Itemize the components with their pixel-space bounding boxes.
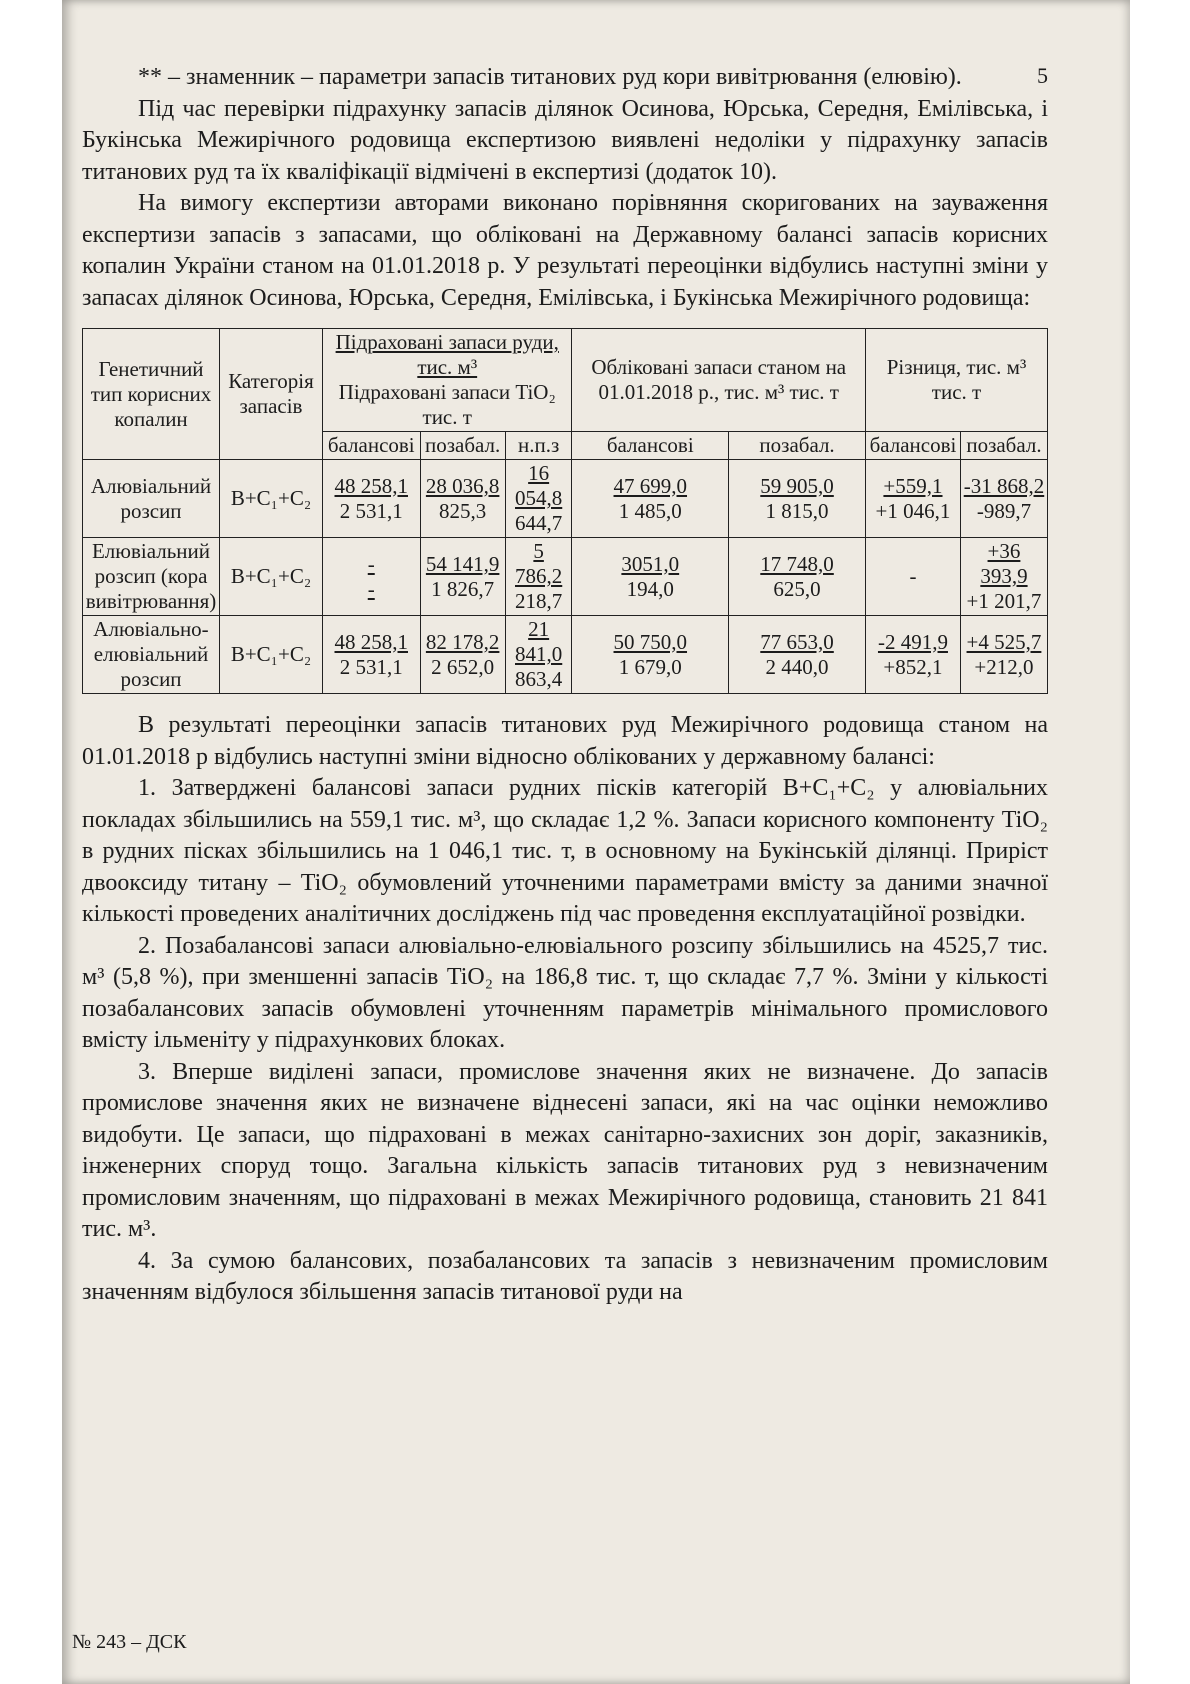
- header-genetic-type: Генетичний тип корисних копалин: [83, 329, 220, 460]
- paragraph-results: В результаті переоцінки запасів титанових руд Межирічного родовища станом на 01.01.2018 р відбулись наступні зміни відносно облікованих у державному балансі:: [82, 712, 1048, 770]
- subheader-offbalance-diff: позабал.: [960, 432, 1047, 460]
- row-type: Алювіальний розсип: [83, 460, 220, 538]
- table-row: [83, 616, 1048, 694]
- cell-acc-balance: 3051,0 194,0: [572, 538, 729, 616]
- header-category: Категорія запасів: [220, 329, 323, 460]
- cell-calc-nps: 5 786,2 218,7: [505, 538, 572, 616]
- table-row: [83, 460, 1048, 538]
- cell-calc-offbalance: 28 036,8 825,3: [420, 460, 505, 538]
- cell-acc-offbalance: 59 905,0 1 815,0: [729, 460, 866, 538]
- cell-calc-balance: - -: [323, 538, 421, 616]
- cell-calc-offbalance: 54 141,9 1 826,7: [420, 538, 505, 616]
- reserves-table: [82, 328, 1048, 694]
- row-type: Алювіально-елювіальний розсип: [83, 616, 220, 694]
- cell-diff-balance: -2 491,9 +852,1: [866, 616, 961, 694]
- document-body: [82, 0, 1048, 1309]
- list-item-2: 2. Позабалансові запаси алювіально-елювіального розсипу збільшились на 4525,7 тис. м³ (5,8 %), при зменшенні запасів TiO₂ на 186,8 тис. т, що складає 7,7 %. Зміни у кількості позабалансових запасів обумовлені уточненням параметрів мінімального промислового вмісту ільменіту у підрахункових блоках.: [82, 932, 1048, 1053]
- paragraph-comparison: На вимогу експертизи авторами виконано порівняння скоригованих на зауваження експертизи запасів з запасами, що обліковані на Державному балансі запасів корисних копалин України станом на 01.01.2018 р. У результаті переоцінки відбулись наступні зміни у запасах ділянок Осинова, Юрська, Середня, Емілівська, і Букінська Межирічного родовища:: [82, 190, 1048, 311]
- list-item-4: 4. За сумою балансових, позабалансових та запасів з невизначеним промисловим значенням відбулося збільшення запасів титанової руди на: [82, 1247, 1048, 1305]
- cell-diff-balance: -: [866, 538, 961, 616]
- row-type: Елювіальний розсип (кора вивітрювання): [83, 538, 220, 616]
- subheader-balance-diff: балансові: [866, 432, 961, 460]
- header-difference: Різниця, тис. м³ тис. т: [866, 329, 1048, 432]
- cell-calc-balance: 48 258,1 2 531,1: [323, 460, 421, 538]
- row-category: B+C₁+C₂: [220, 460, 323, 538]
- row-category: B+C₁+C₂: [220, 616, 323, 694]
- page-number: 5: [1037, 63, 1048, 88]
- cell-acc-offbalance: 17 748,0 625,0: [729, 538, 866, 616]
- row-category: B+C₁+C₂: [220, 538, 323, 616]
- paragraph-check: Під час перевірки підрахунку запасів ділянок Осинова, Юрська, Середня, Емілівська, і Букінська Межирічного родовища експертизою виявлені недоліки у підрахунку запасів титанових руд та їх кваліфікації відмічені в експертизі (додаток 10).: [82, 95, 1048, 185]
- header-calculated-reserves: Підраховані запаси руди, тис. м³ Підраховані запаси TiO₂ тис. т: [323, 329, 572, 432]
- cell-diff-balance: +559,1 +1 046,1: [866, 460, 961, 538]
- cell-acc-offbalance: 77 653,0 2 440,0: [729, 616, 866, 694]
- cell-diff-offbalance: -31 868,2 -989,7: [960, 460, 1047, 538]
- cell-calc-nps: 16 054,8 644,7: [505, 460, 572, 538]
- cell-acc-balance: 47 699,0 1 485,0: [572, 460, 729, 538]
- subheader-balance-accounted: балансові: [572, 432, 729, 460]
- subheader-balance: балансові: [323, 432, 421, 460]
- cell-acc-balance: 50 750,0 1 679,0: [572, 616, 729, 694]
- document-footer: № 243 – ДСК: [72, 1631, 187, 1653]
- cell-diff-offbalance: +36 393,9 +1 201,7: [960, 538, 1047, 616]
- subheader-offbalance: позабал.: [420, 432, 505, 460]
- subheader-nps: н.п.з: [505, 432, 572, 460]
- cell-calc-balance: 48 258,1 2 531,1: [323, 616, 421, 694]
- cell-diff-offbalance: +4 525,7 +212,0: [960, 616, 1047, 694]
- list-item-3: 3. Вперше виділені запаси, промислове значення яких не визначене. До запасів промислове значення яких не визначене віднесені запаси, які на час оцінки неможливо видобути. Це запаси, що підраховані в межах санітарно-захисних зон доріг, заказників, інженерних споруд тощо. Загальна кількість запасів титанових руд з невизначеним промисловим значенням, що підраховані в межах Межирічного родовища, становить 21 841 тис. м³.: [82, 1058, 1048, 1242]
- cell-calc-offbalance: 82 178,2 2 652,0: [420, 616, 505, 694]
- paragraph-footnote: ** – знаменник – параметри запасів титанових руд кори вивітрювання (елювію).: [138, 64, 962, 90]
- list-item-1: 1. Затверджені балансові запаси рудних пісків категорій B+C₁+C₂ у алювіальних покладах збільшились на 559,1 тис. м³, що складає 1,2 %. Запаси корисного компоненту TiO₂ в рудних пісках збільшились на 1 046,1 тис. т, в основному на Букінській ділянці. Приріст двооксиду титану – TiO₂ обумовлений уточненими параметрами вмісту за даними значної кількості проведених аналітичних досліджень під час проведення експлуатаційної розвідки.: [82, 775, 1048, 927]
- header-accounted-reserves: Обліковані запаси станом на 01.01.2018 р., тис. м³ тис. т: [572, 329, 866, 432]
- subheader-offbalance-accounted: позабал.: [729, 432, 866, 460]
- table-row: [83, 538, 1048, 616]
- cell-calc-nps: 21 841,0 863,4: [505, 616, 572, 694]
